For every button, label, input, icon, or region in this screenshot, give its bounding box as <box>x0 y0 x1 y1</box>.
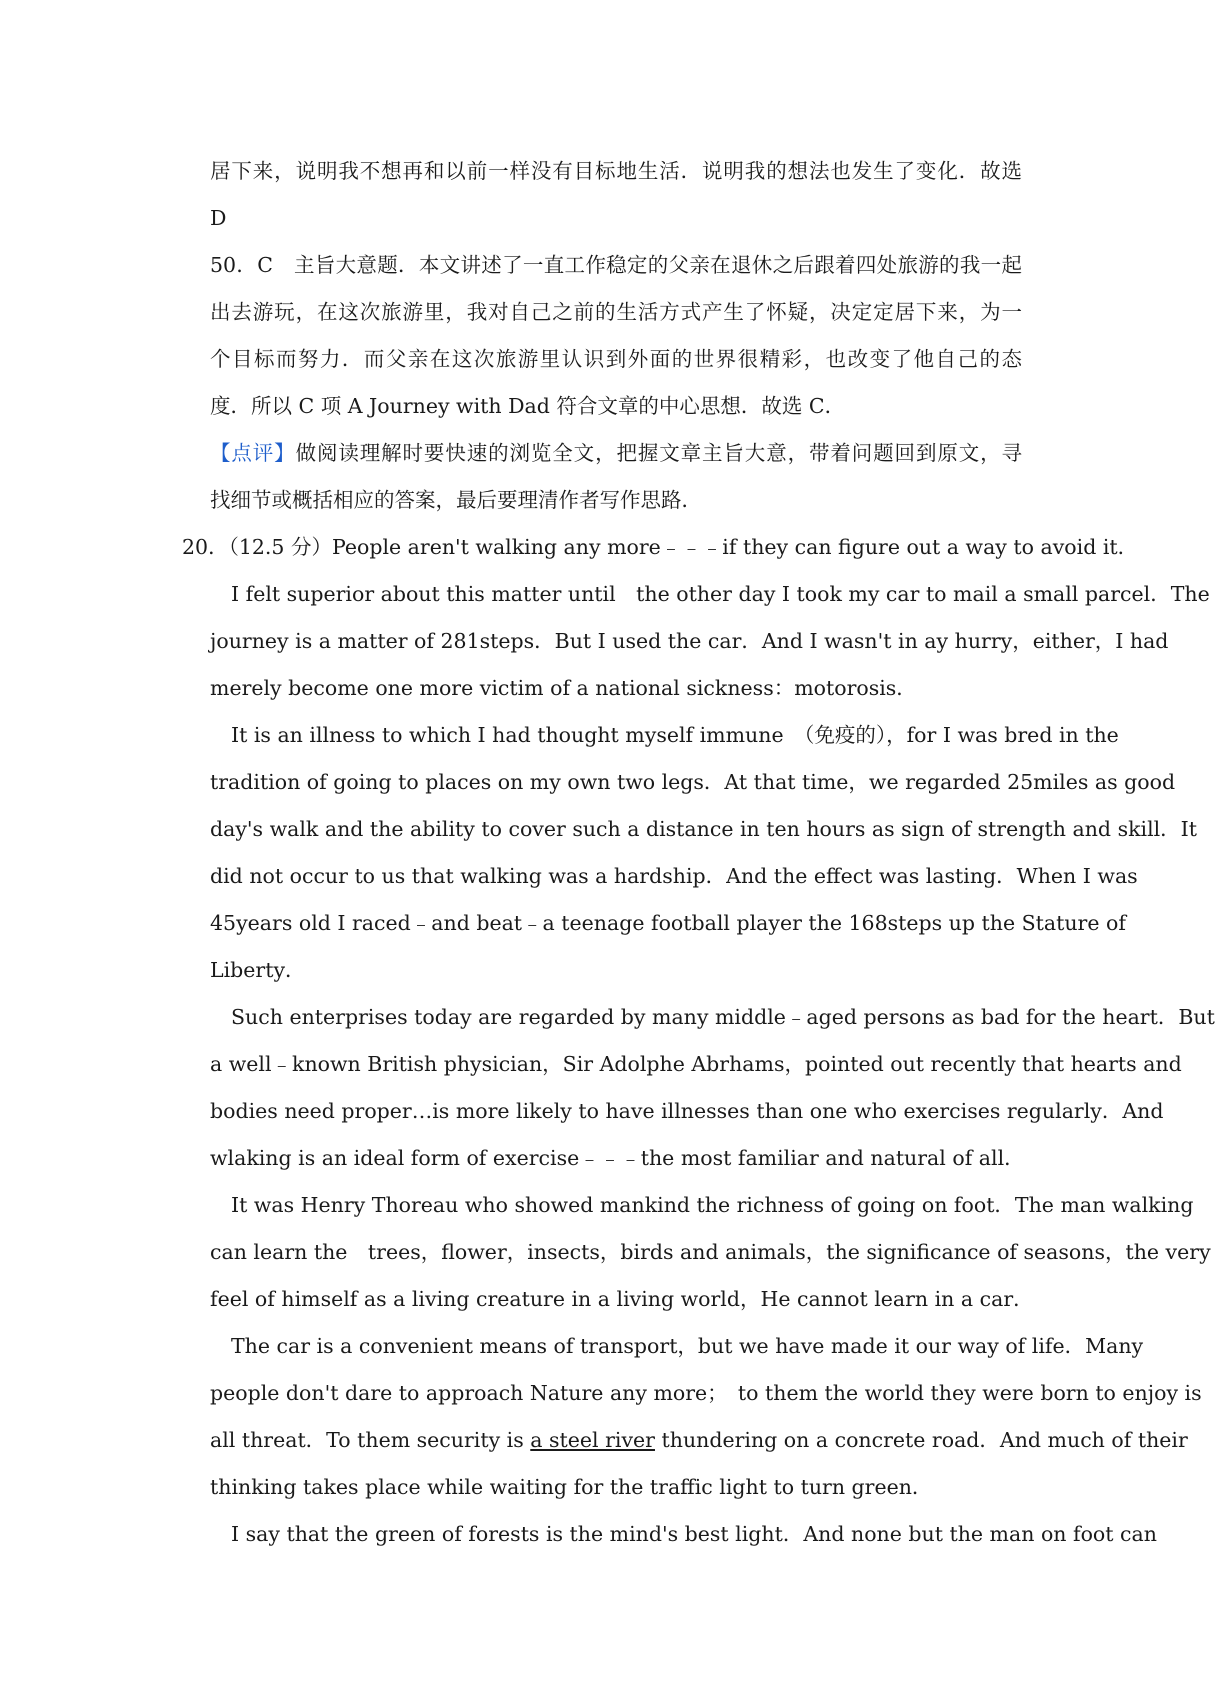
text-line: wlaking is an ideal form of exercise﹣﹣﹣the most familiar and natural of all． <box>210 1146 1025 1170</box>
text-line: 50．C 主旨大意题．本文讲述了一直工作稳定的父亲在退休之后跟着四处旅游的我一起 <box>210 253 1022 277</box>
text-line: merely become one more victim of a national sickness：motorosis． <box>210 676 917 700</box>
text-line: feel of himself as a living creature in a living world，He cannot learn in a car． <box>210 1287 1034 1311</box>
text-line: people don't dare to approach Nature any more； to them the world they were born to enjoy is <box>210 1381 1202 1405</box>
text-line: It was Henry Thoreau who showed mankind the richness of going on foot．The man walking <box>231 1193 1194 1217</box>
text-line: It is an illness to which I had thought myself immune （免疫的），for I was bred in the <box>231 723 1119 747</box>
text-line: did not occur to us that walking was a hardship．And the effect was lasting．When I was <box>210 864 1138 888</box>
text-line: 个目标而努力．而父亲在这次旅游里认识到外面的世界很精彩，也改变了他自己的态 <box>210 347 1022 371</box>
text-segment: all threat．To them security is <box>210 1428 531 1452</box>
comment-paragraph <box>210 439 1022 467</box>
underlined-phrase: a steel river <box>530 1428 655 1452</box>
text-line: can learn the trees，flower，insects，birds and animals，the significance of seasons，the very <box>210 1240 1211 1264</box>
text-line: I felt superior about this matter until the other day I took my car to mail a small parcel．The <box>231 582 1210 606</box>
text-line: tradition of going to places on my own two legs．At that time，we regarded 25miles as good <box>210 770 1176 794</box>
text-line: bodies need proper…is more likely to have illnesses than one who exercises regularly．And <box>210 1099 1164 1123</box>
text-segment: thundering on a concrete road．And much of their <box>654 1428 1188 1452</box>
text-line: D <box>210 206 227 230</box>
text-line: thinking takes place while waiting for the traffic light to turn green． <box>210 1475 933 1499</box>
text-line: I say that the green of forests is the mind's best light．And none but the man on foot can <box>231 1522 1157 1546</box>
text-line: 度．所以 C 项 A Journey with Dad 符合文章的中心思想．故选 C． <box>210 394 846 418</box>
question-heading: 20．（12.5 分）People aren't walking any more﹣﹣﹣if they can figure out a way to avoid it． <box>182 535 1139 559</box>
text-line: 居下来，说明我不想再和以前一样没有目标地生活．说明我的想法也发生了变化．故选 <box>210 159 1022 183</box>
comment-text: 做阅读理解时要快速的浏览全文，把握文章主旨大意，带着问题回到原文，寻 <box>295 441 1023 465</box>
text-line <box>210 1426 1188 1454</box>
text-line: day's walk and the ability to cover such a distance in ten hours as sign of strength and skill．It <box>210 817 1198 841</box>
text-line: 45years old I raced﹣and beat﹣a teenage football player the 168steps up the Stature of <box>210 911 1126 935</box>
text-line: The car is a convenient means of transport，but we have made it our way of life．Many <box>231 1334 1144 1358</box>
text-line: journey is a matter of 281steps．But I used the car．And I wasn't in ay hurry，either，I had <box>210 629 1169 653</box>
text-line: 找细节或概括相应的答案，最后要理清作者写作思路． <box>210 488 702 512</box>
text-line: a well﹣known British physician，Sir Adolphe Abrhams，pointed out recently that hearts and <box>210 1052 1182 1076</box>
comment-tag: 【点评】 <box>210 441 296 465</box>
text-line: Such enterprises today are regarded by many middle﹣aged persons as bad for the heart．But <box>231 1005 1215 1029</box>
text-line: Liberty． <box>210 958 306 982</box>
text-line: 出去游玩，在这次旅游里，我对自己之前的生活方式产生了怀疑，决定定居下来，为一 <box>210 300 1022 324</box>
